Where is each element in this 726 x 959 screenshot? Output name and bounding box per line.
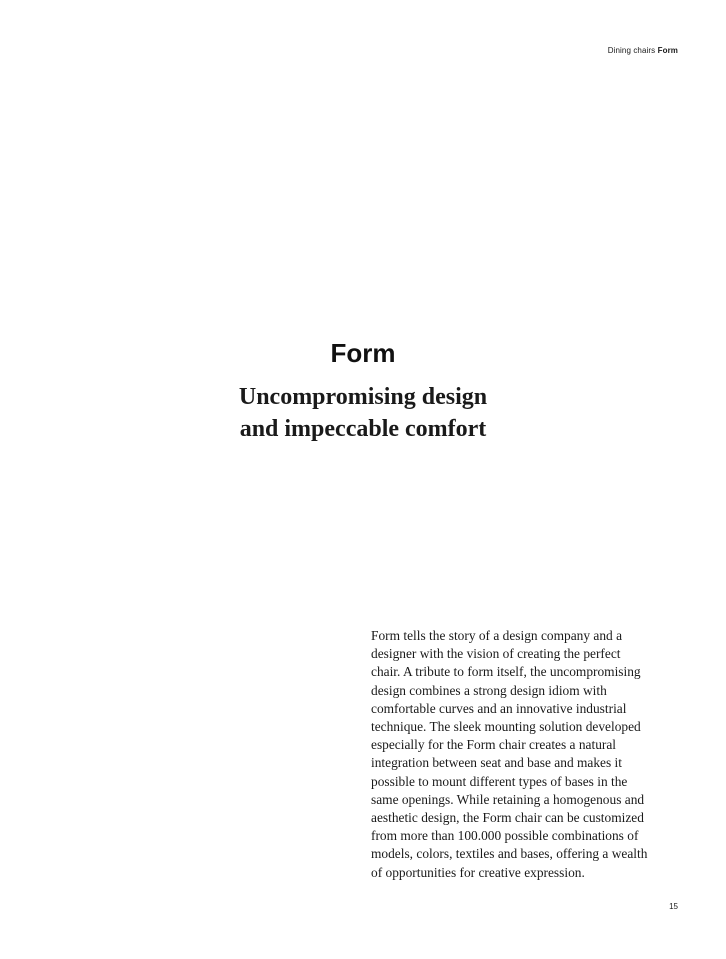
header-section: Dining chairs	[607, 46, 656, 55]
body-line: especially for the Form chair creates a natural	[371, 737, 617, 753]
body-line: technique. The sleek mounting solution developed	[371, 719, 641, 735]
body-line: same openings. While retaining a homogenous and	[371, 791, 645, 807]
body-line: designer with the vision of creating the perfect	[371, 646, 621, 662]
body-line: Form tells the story of a design company and a	[371, 628, 623, 643]
body-line: integration between seat and base and makes it	[371, 755, 622, 771]
body-line: comfortable curves and an innovative industrial	[371, 700, 627, 716]
body-line: from more than 100.000 possible combinations of	[371, 828, 639, 844]
subtitle-line: and impeccable comfort	[239, 416, 487, 442]
body-paragraph	[371, 627, 661, 882]
page-subtitle	[0, 381, 726, 445]
body-line: of opportunities for creative expression.	[371, 864, 585, 880]
page-title: Form	[330, 338, 396, 368]
running-header	[608, 46, 678, 55]
header-product: Form	[657, 46, 678, 55]
body-line: models, colors, textiles and bases, offering a wealth	[371, 846, 648, 862]
body-line: aesthetic design, the Form chair can be customized	[371, 810, 644, 826]
page-number: 15	[669, 902, 678, 911]
body-line: chair. A tribute to form itself, the uncompromising	[371, 664, 641, 680]
body-line: design combines a strong design idiom with	[371, 682, 607, 698]
subtitle-line: Uncompromising design	[238, 384, 488, 410]
body-line: possible to mount different types of bases in the	[371, 773, 628, 789]
